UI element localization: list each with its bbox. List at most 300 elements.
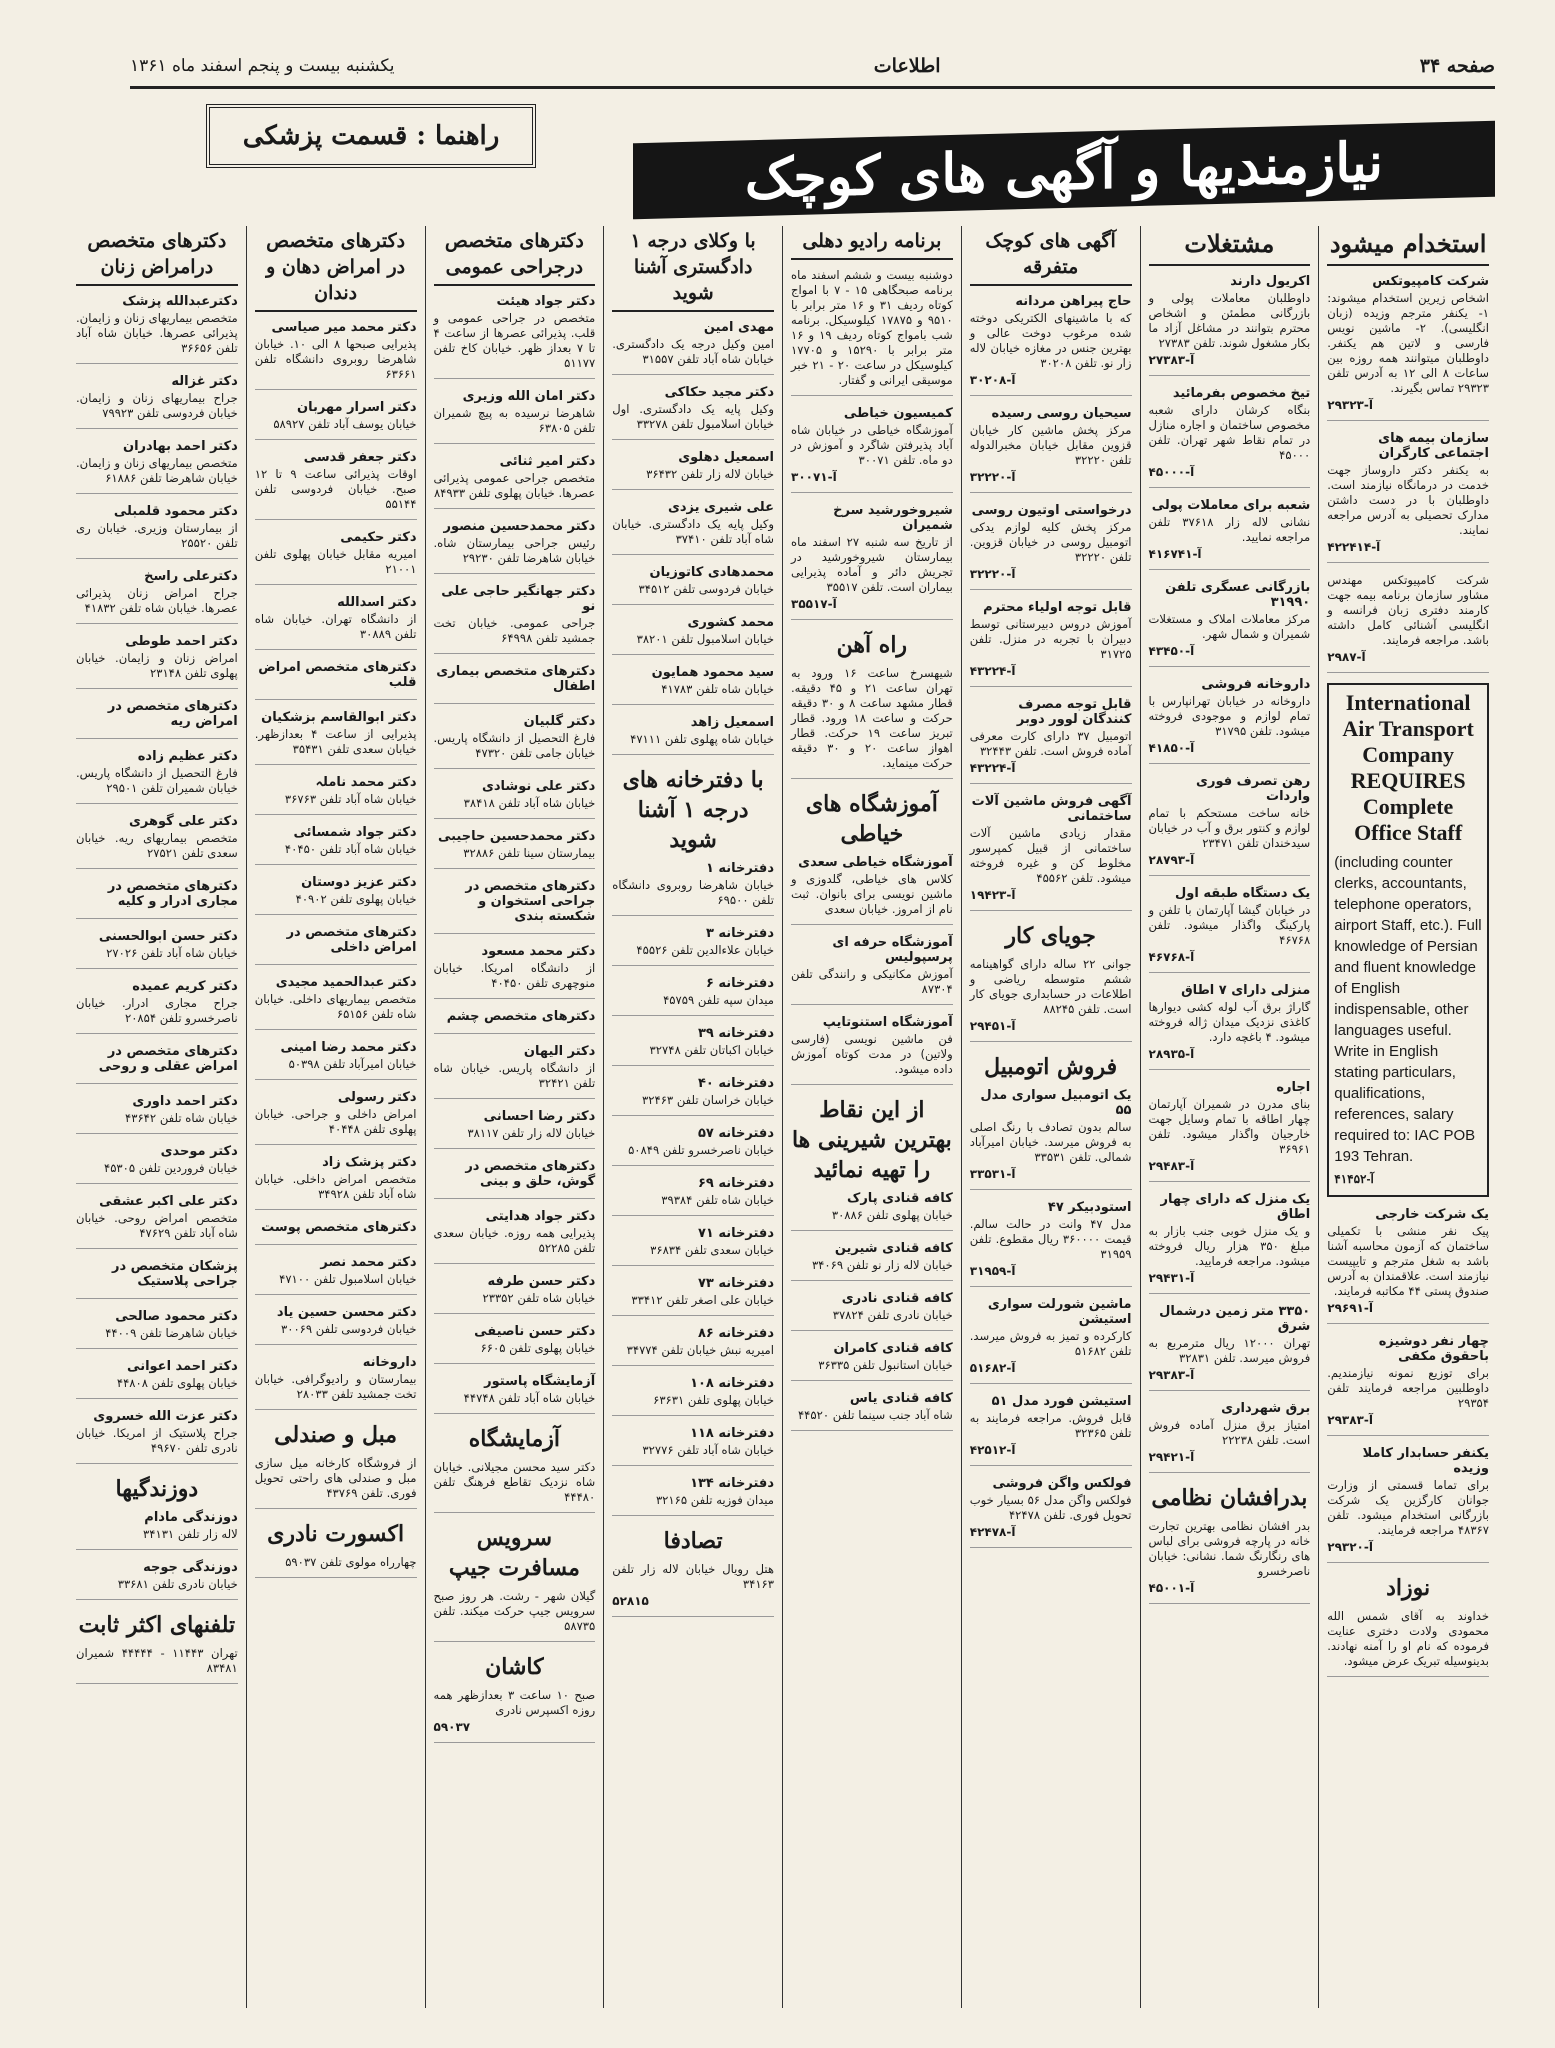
ad-title: دکتر گلبیان	[523, 714, 596, 729]
ad-body: متخصص در جراحی عمومی و قلب. پذیرائی عصرها از ساعت ۴ تا ۷ بعداز ظهر. خیابان کاخ تلفن ۵۱۱۷۷	[433, 311, 596, 370]
ad-title: آموزشگاه خیاطی سعدی	[798, 855, 953, 870]
classified-ad	[612, 320, 774, 375]
ad-body: امراض داخلی و جراحی. خیابان پهلوی تلفن ۴۰۴۴۸	[254, 1107, 417, 1136]
classified-ad	[434, 519, 596, 574]
ad-title: یک اتومبیل سواری مدل ۵۵	[980, 1088, 1132, 1118]
ad-title: دکتر جهانگیر حاجی علی نو	[441, 584, 596, 614]
ad-title: دکتر احمد داوری	[132, 1094, 238, 1109]
ad-body: از فروشگاه کارخانه میل سازی مبل و صندلی های راحتی تحویل فوری. تلفن ۴۳۷۶۹	[254, 1456, 417, 1500]
ad-body: بدر افشان نظامی بهترین تجارت خانه در پارچه فروشی برای لباس های رنگارنگ شما. نشانی: خیابان ناصرخسرو	[1148, 1519, 1311, 1578]
classified-ad	[434, 294, 596, 379]
ad-body: جراح پلاستیک از امریکا. خیابان نادری تلفن ۴۹۶۷۰	[76, 1426, 238, 1455]
ad-title: منزلی دارای ۷ اطاق	[1181, 983, 1311, 998]
classified-ad	[434, 1159, 596, 1199]
ad-title: دکتر رضا احسانی	[483, 1109, 596, 1124]
section-headline: آموزشگاه های خیاطی	[805, 791, 938, 847]
ad-title: آزمایشگاه پاستور	[484, 1374, 596, 1389]
classified-ad	[791, 935, 953, 1005]
english-ad-body: (including counter clerks, accountants, telephone operators, airport Staff, etc.). Full knowledge of Persian and fluent knowledge of English indispensable, other languages useful. Write in English stating particulars, qualifications, references, salary required to: IAC POB 193 Tehran.	[1334, 854, 1482, 1165]
ad-title: دکتر حسن ابوالحسنی	[98, 929, 238, 944]
ad-code: آ-۳۵۵۱۷	[791, 597, 837, 611]
classified-ad	[76, 879, 238, 919]
classified-ad	[970, 794, 1132, 911]
classified-ad	[791, 406, 953, 493]
ad-title: دوزندگی مادام	[144, 1510, 238, 1525]
ad-title: ۳۳۵۰ متر زمین درشمال شرق	[1159, 1304, 1311, 1334]
ad-body: خیابان علاءالدین تلفن ۴۵۵۲۶	[636, 943, 774, 957]
ad-code: آ-۲۹۳۸۳	[1327, 1413, 1373, 1427]
ad-list	[612, 1562, 774, 1617]
ad-list	[1327, 1207, 1489, 1563]
classified-ad	[76, 1194, 238, 1249]
ad-body: خیابان شاه آباد تلفن ۳۶۷۶۳	[284, 792, 417, 806]
classified-ad	[612, 1076, 774, 1116]
ad-title: دکتر احمد اعوانی	[127, 1359, 238, 1374]
ad-list	[255, 1555, 417, 1578]
classified-ad	[612, 385, 774, 440]
english-ad-title: International Air Transport Company REQUIRES Complete Office Staff	[1342, 690, 1474, 845]
ad-title: سید محمود همایون	[651, 665, 774, 680]
ad-body: خیابان نادری تلفن ۳۷۸۲۴	[832, 1308, 953, 1322]
column-employment	[1318, 226, 1497, 2008]
issue-date: یکشنبه بیست و پنجم اسفند ماه ۱۳۶۱	[130, 56, 395, 76]
ad-title: دکتر موحدی	[160, 1144, 238, 1159]
classified-ad	[434, 1209, 596, 1264]
ad-body: بنگاه کرشان دارای شعبه مخصوص ساختمان و اجاره منازل در تمام نقاط شهر تهران. تلفن ۴۵۰۰۰	[1148, 403, 1311, 462]
ad-body: خیابان امیرآباد تلفن ۵۰۳۹۸	[288, 1057, 417, 1071]
classified-ad	[612, 976, 774, 1016]
classified-ad	[612, 500, 774, 555]
ad-body: خیابان شاهرضا تلفن ۴۴۰۰۹	[105, 1326, 238, 1340]
section-headline: تصادفا	[663, 1528, 723, 1554]
ad-list	[791, 268, 953, 620]
classified-ad	[76, 1646, 238, 1684]
ad-title: دکترهای متخصص بیماری اطفال	[436, 664, 596, 694]
ad-list	[255, 320, 417, 1410]
ad-body: و یک منزل خوبی جنب بازار به مبلغ ۳۵۰ هزار ریال فروخته میشود. مراجعه فرمایید.	[1148, 1224, 1311, 1268]
classified-ad	[1327, 274, 1489, 421]
ad-list	[434, 1688, 596, 1743]
ad-body: بیمارستان سینا تلفن ۳۲۸۸۶	[463, 846, 596, 860]
classified-ad	[970, 294, 1132, 396]
ad-body: از دانشگاه پاریس. خیابان شاه تلفن ۳۲۴۲۱	[433, 1061, 596, 1090]
ad-title: دکتر محمود صالحی	[115, 1309, 238, 1324]
classified-ad	[791, 1291, 953, 1331]
classified-ad	[434, 829, 596, 869]
ad-title: دفترخانه ۳۹	[698, 1026, 774, 1041]
ad-code: آ-۳۱۹۵۹	[969, 1264, 1016, 1278]
ad-title: دکتر پزشک زاد	[322, 1155, 417, 1170]
ad-code: آ-۴۱۶۷۴۱	[1148, 547, 1202, 561]
classified-ad	[1149, 386, 1311, 488]
ad-columns	[68, 226, 1497, 2008]
ad-code: آ-۲۹۳۲۳	[1327, 398, 1373, 412]
ad-title: دکتر جواد شمسائی	[293, 825, 417, 840]
ad-body: در خیابان گیشا آپارتمان با تلفن و پارکینگ واگذار میشود. تلفن ۴۶۷۶۸	[1148, 903, 1311, 947]
ad-title: دکتر احمد طوطی	[125, 634, 238, 649]
classified-ad	[76, 1259, 238, 1299]
ad-title: کافه قنادی پارک	[847, 1191, 953, 1206]
ad-body: تهران ۱۱۴۴۳ - ۴۴۴۴۴ شمیران ۸۳۴۸۱	[76, 1646, 238, 1675]
ad-body: وکیل پایه یک دادگستری. اول خیابان اسلامبول تلفن ۳۳۲۷۸	[612, 402, 774, 431]
ad-code: آ-۲۸۷۹۳	[1148, 853, 1195, 867]
ad-list	[612, 320, 774, 755]
classified-ad	[1149, 983, 1311, 1070]
ad-title: سازمان بیمه های اجتماعی کارگران	[1378, 431, 1489, 461]
classified-ad	[76, 1359, 238, 1399]
ad-body: خیابان لاله زار نو تلفن ۳۴۰۶۹	[811, 1258, 953, 1272]
section-headline: از این نقاط بهترین شیرینی ها را تهیه نمائید	[791, 1097, 952, 1183]
ad-title: شعبه برای معاملات پولی	[1151, 498, 1311, 513]
ad-body: متخصص امراض روحی. خیابان شاه آباد تلفن ۴۷۶۲۹	[76, 1211, 238, 1240]
ad-body: خیابان شاه تلفن ۳۹۳۸۴	[661, 1193, 774, 1207]
ad-body: متخصص بیماریهای زنان و زایمان. پذیرائی عصرها. خیابان شاه آباد تلفن ۳۶۶۵۶	[76, 311, 238, 355]
classified-ad	[255, 400, 417, 440]
classified-ad	[76, 294, 238, 364]
classified-ad	[612, 1226, 774, 1266]
classified-ad	[791, 1391, 953, 1431]
ad-title: حاج پیراهن مردانه	[1015, 294, 1132, 309]
ad-body: متخصص امراض داخلی. خیابان شاه آباد تلفن ۳۴۹۲۸	[254, 1172, 417, 1201]
ad-body: خیابان پهلوی تلفن ۳۰۸۸۶	[831, 1208, 953, 1222]
classified-ad	[791, 1241, 953, 1281]
ad-title: دکتر حکیمی	[340, 530, 417, 545]
classified-ad	[434, 1274, 596, 1314]
classified-ad	[612, 861, 774, 916]
classified-ad	[76, 929, 238, 969]
section-headline: آزمایشگاه	[468, 1426, 561, 1452]
ad-body: خیابان پهلوی تلفن ۶۶۰۵	[480, 1341, 596, 1355]
ad-title: علی شیری یزدی	[667, 500, 774, 515]
ad-body: متخصص جراحی عمومی پذیرائی عصرها. خیابان پهلوی تلفن ۸۴۹۳۳	[433, 471, 596, 500]
ad-list	[434, 294, 596, 1414]
ad-body: متخصص بیماریهای ریه. خیابان سعدی تلفن ۲۷۵۲۱	[76, 831, 238, 860]
classified-ad	[255, 1305, 417, 1345]
classified-ad	[434, 1109, 596, 1149]
ad-code: آ-۲۷۳۸۳	[1148, 353, 1195, 367]
ad-title: دکتر محسن حسین یاد	[276, 1305, 417, 1320]
classified-ad	[612, 615, 774, 655]
ad-title: دکتر امیر ثنائی	[499, 454, 596, 469]
ad-list	[612, 861, 774, 1516]
section-headline: جویای کار	[1005, 923, 1096, 949]
ad-title: فولکس واگن فروشی	[992, 1476, 1132, 1491]
ad-body: مقدار زیادی ماشین آلات ساختمانی از قبیل کمپرسور مخلوط کن و غیره فروخته میشود. تلفن ۴۵۵۶۲	[969, 826, 1132, 885]
ad-body: بنای مدرن در شمیران آپارتمان چهار اطاقه با تمام وسایل جهت خارجیان واگذار میشود. تلفن ۳۶۹۶۱	[1148, 1097, 1311, 1156]
classified-ad	[255, 1255, 417, 1295]
ad-body: خیابان نادری تلفن ۳۳۶۸۱	[117, 1577, 238, 1591]
column-doctors-women	[68, 226, 246, 2008]
section-headline: دوزندگیها	[115, 1476, 199, 1502]
ad-title: دفترخانه ۱	[705, 861, 774, 876]
ad-body: داوطلبان معاملات پولی و بازرگانی مطمئن و اشخاص محترم بتوانند در مشاغل آزاد ما بکار مشغول شوند. تلفن ۲۷۳۸۳	[1148, 291, 1311, 350]
column-doctors-general	[425, 226, 604, 2008]
column-lawyers	[603, 226, 782, 2008]
ad-list	[255, 1456, 417, 1509]
classified-ad	[791, 503, 953, 620]
classified-ad	[255, 595, 417, 650]
classified-ad	[612, 665, 774, 705]
ad-title: دکتر عزیز دوستان	[301, 875, 417, 890]
ad-code: آ-۴۵۰۰۰	[1148, 465, 1195, 479]
ad-title: کافه قنادی نادری	[841, 1291, 953, 1306]
ad-body: خیابان شاه پهلوی تلفن ۴۷۱۱۱	[630, 732, 774, 746]
ad-body: شرکت کامپیوتکس مهندس مشاور سازمان برنامه بیمه جهت کارمند دفتری زبان فرانسه و انگلیسی آشنائی کامل داشته باشد. مراجعه فرمایند.	[1327, 573, 1489, 647]
ad-title: اسمعیل دهلوی	[678, 450, 774, 465]
ad-title: دکتر مجید حکاکی	[664, 385, 774, 400]
classified-ad	[612, 1376, 774, 1416]
section-headline: کاشان	[485, 1654, 544, 1680]
classified-ad	[76, 1510, 238, 1550]
classified-ad	[76, 569, 238, 624]
classified-ad	[76, 1094, 238, 1134]
ad-body: خیابان شاه آباد تلفن ۲۷۰۲۶	[106, 946, 238, 960]
ad-title: دکتر علی گوهری	[129, 814, 238, 829]
ad-body: خیابان فردوسی تلفن ۳۰۰۶۹	[280, 1322, 417, 1336]
classified-ad	[434, 879, 596, 934]
ad-body: قابل فروش. مراجعه فرمایند به تلفن ۳۲۳۶۵	[969, 1411, 1132, 1440]
ad-body: به یکنفر دکتر داروساز جهت خدمت در درمانگاه نیازمند است. داوطلبان با در دست داشتن مدارک تحصیلی به آدرس مراجعه نمایند.	[1327, 463, 1489, 537]
ad-body: شیهسرخ ساعت ۱۶ ورود به تهران ساعت ۲۱ و ۴۵ دقیقه. قطار مشهد ساعت ۸ و ۳۰ دقیقه حرکت و ساعت ۱۸ ورود. قطار تبریز ساعت ۱۹ حرکت. قطار اهواز ساعت ۲۰ و ۳۰ دقیقه حرکت مینماید.	[791, 666, 953, 770]
ad-code: آ-۴۳۲۲۴	[969, 664, 1016, 678]
ad-title: قابل توجه اولیاء محترم	[983, 600, 1132, 615]
ad-body: از دانشگاه تهران. خیابان شاه تلفن ۳۰۸۸۹	[254, 612, 417, 641]
ad-body: داروخانه در خیابان تهرانپارس با تمام لوازم و موجودی فروخته میشود. تلفن ۳۱۷۹۵	[1148, 694, 1311, 738]
classified-ad	[612, 1326, 774, 1366]
ad-title: تیخ مخصوص بفرمائید	[1172, 386, 1311, 401]
ad-code: آ-۲۹۳۸۳	[1148, 1368, 1195, 1382]
classified-ad	[612, 1426, 774, 1466]
ad-body: خیابان فروردین تلفن ۴۵۳۰۵	[103, 1161, 238, 1175]
ad-body: خیابان لاله زار تلفن ۳۶۴۳۲	[646, 467, 774, 481]
ad-list	[791, 855, 953, 1085]
ad-title: دفترخانه ۱۱۸	[690, 1426, 774, 1441]
ad-title: دکتر محمد میر صیاسی	[271, 320, 417, 335]
ad-body: لاله زار تلفن ۳۴۱۳۱	[143, 1527, 238, 1541]
classified-ad	[612, 1126, 774, 1166]
ad-body: کلاس های خیاطی، گلدوزی و ماشین نویسی برای بانوان. ثبت نام از امروز. خیابان سعدی	[791, 872, 953, 916]
ad-body: فن ماشین نویسی (فارسی ولاتین) در مدت کوتاه آموزش داده میشود.	[791, 1032, 953, 1076]
classified-ad	[612, 450, 774, 490]
ad-body: برای تماما قسمتی از وزارت جوانان کارگزین یک شرکت بازرگانی استخدام میشود. تلفن ۴۸۳۶۷ مراجعه فرمایند.	[1327, 1478, 1489, 1537]
ad-body: آموزش دروس دبیرستانی توسط دبیران با تجربه در منزل. تلفن ۳۱۷۲۵	[969, 617, 1132, 661]
ad-body: پیک نفر منشی با تکمیلی ساختمان که آزمون محاسبه آشنا باشد به شغل مترجم و تایپیست نیازمند است. علاقمندان به آدرس صندوق پستی ۴۴ مکاتبه فرمایند.	[1327, 1224, 1489, 1298]
classified-ad	[76, 504, 238, 559]
classified-ad	[434, 1374, 596, 1414]
ad-body: بیمارستان و رادیوگرافی. خیابان تخت جمشید تلفن ۲۸۰۳۳	[254, 1372, 417, 1401]
ad-body: پذیرایی صبحها ۸ الی ۱۰. خیابان شاهرضا روبروی دانشگاه تلفن ۶۳۶۶۱	[254, 337, 417, 381]
ad-body: خیابان یوسف آباد تلفن ۵۸۹۲۷	[273, 417, 417, 431]
ad-title: دکتر غزاله	[171, 374, 238, 389]
ad-body: از دانشگاه امریکا. خیابان منوچهری تلفن ۴۰۴۵۰	[433, 961, 596, 990]
ad-title: دکتر ابوالقاسم بزشکیان	[261, 710, 417, 725]
ad-body: خیابان شاهرضا روبروی دانشگاه تلفن ۶۹۵۰۰	[612, 878, 774, 907]
ad-title: اکریول دارند	[1230, 274, 1311, 289]
classified-ad	[255, 1456, 417, 1509]
section-headline: بدرافشان نظامی	[1151, 1485, 1308, 1511]
classified-ad	[434, 944, 596, 999]
ad-body: متخصص بیماریهای زنان و زایمان. خیابان شاهرضا تلفن ۶۱۸۸۶	[76, 456, 238, 485]
column-misc-ads	[961, 226, 1140, 2008]
ad-body: خیابان شاه تلفن ۴۳۶۴۲	[125, 1111, 238, 1125]
ad-body: خیابان فردوسی تلفن ۳۴۵۱۲	[638, 582, 774, 596]
classified-ad	[612, 1276, 774, 1316]
classified-ad	[1149, 886, 1311, 973]
ad-body: برای توزیع نمونه نیازمندیم. داوطلبین مراجعه فرمایند تلفن ۲۹۳۵۴	[1327, 1366, 1489, 1410]
ad-body: مرکز پخش کلیه لوازم یدکی اتومبیل روسی در خیابان قزوین. تلفن ۳۲۲۲۰	[969, 520, 1132, 564]
ad-title: دکتر محمدحسین منصور	[443, 519, 596, 534]
ad-body: پذیرایی از ساعت ۴ بعدازظهر. خیابان سعدی تلفن ۳۵۴۳۱	[254, 727, 417, 756]
ad-body: مرکز پخش ماشین کار خیابان قزوین مقابل خیابان مخبرالدوله تلفن ۳۲۲۲۰	[969, 423, 1132, 467]
ad-title: دکترهای متخصص در جراحی استخوان و شکسته بندی	[465, 879, 596, 924]
classified-ad	[970, 1200, 1132, 1287]
ad-title: کافه قنادی کامران	[833, 1341, 953, 1356]
classified-ad	[76, 634, 238, 689]
ad-code: آ-۳۳۵۳۱	[969, 1167, 1016, 1181]
ad-title: دکتر احمد بهادران	[122, 439, 238, 454]
ad-title: سیحیان روسی رسیده	[991, 406, 1132, 421]
ad-title: کافه قنادی یاس	[849, 1391, 953, 1406]
ad-title: اسمعیل زاهد	[690, 715, 774, 730]
column-heading: برنامه رادیو دهلی	[791, 228, 953, 260]
classified-ad	[76, 1309, 238, 1349]
ad-title: دفترخانه ۷۳	[698, 1276, 774, 1291]
classified-ad	[791, 1341, 953, 1381]
ad-body: وکیل پایه یک دادگستری. خیابان شاه آباد تلفن ۳۷۴۱۰	[612, 517, 774, 546]
ad-body: مرکز معاملات املاک و مستغلات شمیران و شمال شهر.	[1148, 612, 1311, 641]
ad-body: جراح امراض زنان پذیرائی عصرها. خیابان شاه تلفن ۴۱۸۳۲	[76, 586, 238, 615]
classified-ad	[255, 825, 417, 865]
classified-ad	[791, 1191, 953, 1231]
ad-code: آ-۴۱۸۵۰	[1148, 741, 1195, 755]
section-headline: راه آهن	[836, 632, 908, 658]
ad-title: دکترهای متخصص در امراض ریه	[107, 699, 238, 729]
ad-title: دکتر حسن طرفه	[487, 1274, 596, 1289]
ad-body: آموزش مکانیکی و رانندگی تلفن ۸۷۳۰۴	[791, 967, 953, 996]
classified-ad	[434, 1460, 596, 1513]
ad-title: دفترخانه ۱۰۸	[690, 1376, 774, 1391]
classified-ad	[791, 666, 953, 779]
ad-title: دفترخانه ۷۱	[698, 1226, 774, 1241]
ad-body: متخصص بیماریهای داخلی. خیابان شاه تلفن ۶۵۱۵۶	[254, 992, 417, 1021]
classified-ad	[255, 1220, 417, 1245]
ad-title: دکتر عزت الله خسروی	[93, 1409, 238, 1424]
section-headline: اکسورت نادری	[267, 1521, 405, 1547]
section-headline: سرویس مسافرت جیپ	[448, 1525, 580, 1581]
ad-code: آ-۴۲۲۴۱۴	[1327, 540, 1381, 554]
ad-body: دوشنبه بیست و ششم اسفند ماه برنامه صبحگاهی ۱۵ - ۷ با امواج کوتاه ردیف ۳۱ و ۱۶ متر برابر با ۹۵۱۰ و ۱۷۸۷۵ کیلوسیکل. برنامه شب بامواج کوتاه ردیف ۱۹ و ۱۶ متر برابر با ۱۵۲۹۰ و ۱۷۷۰۵ کیلوسیکل در ساعت ۲۰ - ۲۱ خبر موسیقی ایرانی و گفتار.	[791, 268, 953, 387]
ad-body: امتیاز برق منزل آماده فروش است. تلفن ۲۲۲۳۸	[1148, 1418, 1311, 1447]
classified-ad	[76, 814, 238, 869]
ad-body: خیابان شاه آباد تلفن ۴۰۴۵۰	[284, 842, 417, 856]
ad-title: کمیسیون خیاطی	[843, 406, 953, 421]
ad-body: خیابان اکباتان تلفن ۳۲۷۴۸	[649, 1043, 774, 1057]
classified-ad	[970, 957, 1132, 1042]
ad-list	[1327, 274, 1489, 673]
ad-title: دکتر جعفر قدسی	[303, 450, 417, 465]
ad-body: فارغ التحصیل از دانشگاه پاریس. خیابان جامی تلفن ۴۷۳۲۰	[433, 731, 596, 760]
classified-ad	[970, 406, 1132, 493]
classified-ad	[970, 1394, 1132, 1466]
ad-title: دکتر حسن ناصیفی	[474, 1324, 596, 1339]
classified-ad	[434, 1009, 596, 1034]
ad-body: سالم بدون تصادف با رنگ اصلی به فروش میرسد. خیابان امیرآباد شمالی. تلفن ۳۳۵۳۱	[969, 1120, 1132, 1164]
ad-code: آ-۳۰۲۰۸	[969, 373, 1016, 387]
ad-body: خداوند به آقای شمس الله محمودی ولادت دختری عنایت فرموده که نام او را آمنه نهادند. بدینوسیله تبریک عرض میشود.	[1327, 1609, 1489, 1668]
classified-ad	[255, 1090, 417, 1145]
ad-title: دکترهای متخصص در امراض داخلی	[286, 925, 417, 955]
classified-ad	[1327, 573, 1489, 673]
ad-title: دفترخانه ۳	[705, 926, 774, 941]
ad-list	[76, 1510, 238, 1600]
classified-ad	[970, 503, 1132, 590]
classified-ad	[1327, 1334, 1489, 1436]
ad-body: خیابان اسلامبول تلفن ۳۸۲۰۱	[636, 632, 774, 646]
classified-ad	[76, 1044, 238, 1084]
ad-title: آموزشگاه استنوتایپ	[822, 1015, 953, 1030]
classified-ad	[76, 979, 238, 1034]
classified-ad	[255, 925, 417, 965]
ad-list	[1149, 1519, 1311, 1604]
classified-ad	[970, 1088, 1132, 1190]
classified-ad	[1149, 1519, 1311, 1604]
ad-title: یک دستگاه طبقه اول	[1174, 886, 1311, 901]
classified-ad	[791, 1015, 953, 1085]
ad-body: خیابان پهلوی تلفن ۴۰۹۰۲	[295, 892, 417, 906]
ad-code: آ-۴۱۴۵۲	[1334, 1172, 1374, 1186]
ad-body: جراحی عمومی. خیابان تخت جمشید تلفن ۶۴۹۹۸	[433, 616, 596, 645]
classified-ad	[1327, 1609, 1489, 1677]
ad-list	[434, 1589, 596, 1642]
ad-title: دفترخانه ۶۹	[698, 1176, 774, 1191]
ad-list	[76, 294, 238, 1464]
classified-ad	[434, 779, 596, 819]
classified-ad	[255, 530, 417, 585]
classified-ad	[255, 1040, 417, 1080]
ad-title: دوزندگی جوجه	[143, 1560, 238, 1575]
ad-body: شاه آباد جنب سینما تلفن ۴۴۵۲۰	[797, 1408, 953, 1422]
ad-body: که با ماشینهای الکتریکی دوخته شده مرغوب دوخت عالی و بهترین جنس در مغازه خیابان لاله زار نو. تلفن ۳۰۲۰۸	[969, 311, 1132, 370]
ad-body: تهران ۱۲۰۰۰ ریال مترمربع به فروش میرسد. تلفن ۳۲۸۳۱	[1148, 1336, 1311, 1365]
english-job-ad	[1327, 683, 1489, 1197]
ad-body: پذیرایی همه روزه. خیابان سعدی تلفن ۵۲۲۸۵	[433, 1226, 596, 1255]
ad-list	[970, 957, 1132, 1042]
ad-title: دکتر اسرار مهربان	[296, 400, 417, 415]
classified-ad	[76, 1560, 238, 1600]
ad-body: هتل رویال خیابان لاله زار تلفن ۳۴۱۶۳	[612, 1562, 774, 1591]
ad-list	[434, 1460, 596, 1513]
ad-title: قابل توجه مصرف کنندگان لوور دوبر	[1016, 697, 1132, 727]
ad-code: آ-۲۸۹۳۵	[1148, 1047, 1195, 1061]
ad-list	[76, 1646, 238, 1684]
ad-body: جوانی ۲۲ ساله دارای گواهینامه ششم متوسطه ریاضی و اطلاعات در حسابداری جویای کار است. تلفن ۸۸۲۴۵	[969, 957, 1132, 1016]
ad-title: دفترخانه ۵۷	[698, 1126, 774, 1141]
ad-title: دکترهای متخصص امراض قلب	[258, 660, 417, 690]
classified-ad	[1327, 1207, 1489, 1324]
classified-ad	[434, 389, 596, 444]
ad-title: دکتر جواد هیئت	[496, 294, 596, 309]
classified-ad	[1149, 1304, 1311, 1391]
classified-ad	[612, 1562, 774, 1617]
ad-body: خیابان اسلامبول تلفن ۴۷۱۰۰	[279, 1272, 417, 1286]
classified-ad	[434, 664, 596, 704]
ad-body: خانه ساخت مستحکم با تمام لوازم و کنتور برق و آب در خیابان سیدخندان تلفن ۲۳۴۷۱	[1148, 806, 1311, 850]
column-heading: آگهی های کوچک متفرقه	[970, 228, 1132, 286]
ad-title: دکتر عظیم زاده	[137, 749, 238, 764]
ad-code: آ-۲۹۳۲۰	[1327, 1540, 1373, 1554]
ad-title: اجاره	[1276, 1080, 1311, 1095]
classified-ad	[255, 1155, 417, 1210]
